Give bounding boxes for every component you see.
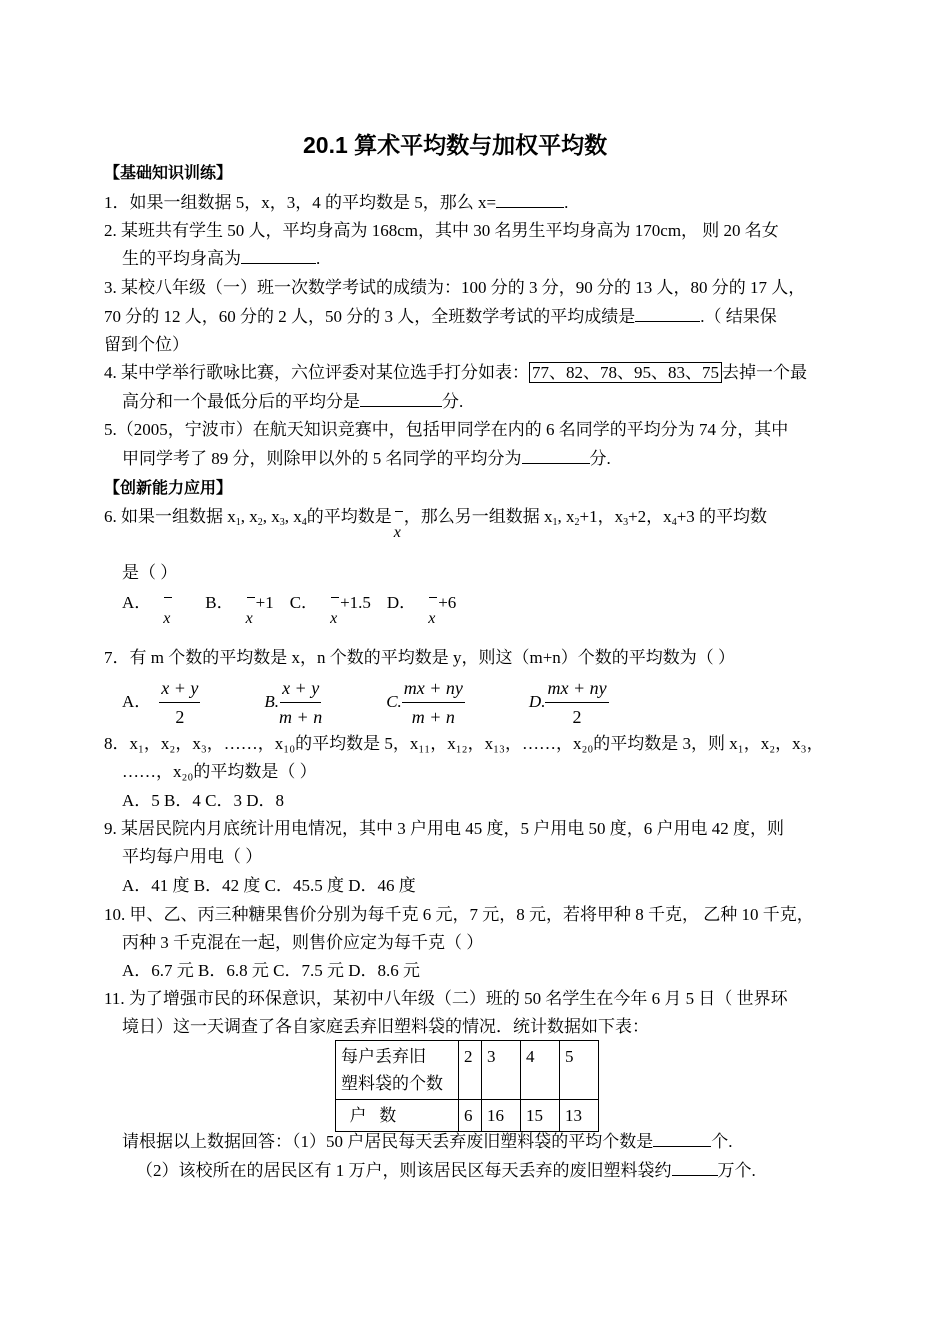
subscript: 3: [279, 517, 285, 528]
q6-text-c: ，那么另一组数据 x: [403, 507, 553, 526]
fraction-a: $\frac{x + y}{2}$: [161, 677, 199, 727]
fraction-d: $\frac{mx + ny}{2}$: [547, 677, 607, 727]
answer-blank[interactable]: [241, 248, 316, 264]
option-a-label[interactable]: A．: [122, 593, 152, 612]
question-10-line-1: 10. 甲、乙、丙三种糖果售价分别为每千克 6 元，7 元，8 元，若将甲种 8 千克， 乙种 10 千克，: [104, 905, 814, 924]
question-2-line-2: [122, 248, 320, 270]
question-7-line-1: 7．有 m 个数的平均数是 x，n 个数的平均数是 y，则这（m+n）个数的平均数为（ ）: [104, 648, 736, 667]
question-4-post: 去掉一个最: [722, 363, 807, 382]
question-3-line-1: 3. 某校八年级（一）班一次数学考试的成绩为：100 分的 3 分，90 分的 13 人，80 分的 17 人，: [104, 278, 806, 297]
question-5-line-2: [122, 448, 611, 470]
q6-text-b: 的平均数是: [306, 507, 392, 526]
question-11-ask-1: [122, 1131, 733, 1153]
option-b-label[interactable]: B.: [264, 692, 280, 711]
table-row-label: 户 数: [336, 1100, 459, 1132]
q11-ask1-text: 请根据以上数据回答：（1）50 户居民每天丢弃废旧塑料袋的平均个数是: [122, 1132, 654, 1151]
question-11-line-2: 境日）这一天调查了各自家庭丢弃旧塑料袋的情况．统计数据如下表：: [122, 1017, 649, 1036]
x-bar-symbol: x: [392, 506, 404, 528]
option-b-label[interactable]: B．: [205, 593, 234, 612]
table-cell: 2: [459, 1041, 482, 1100]
answer-blank[interactable]: [496, 192, 564, 208]
question-5-line-1: 5.（2005，宁波市）在航天知识竞赛中，包括甲同学在内的 6 名同学的平均分为 74 分，其中: [104, 420, 789, 439]
question-11-line-1: 11. 为了增强市民的环保意识，某初中八年级（二）班的 50 名学生在今年 6 月 5 日（ 世界环: [104, 989, 788, 1008]
answer-blank[interactable]: [653, 1131, 711, 1147]
section-heading-innovation: 【创新能力应用】: [104, 478, 233, 497]
fraction-c: $\frac{mx + ny}{m + n}$: [403, 677, 463, 727]
question-3-line-3: 留到个位）: [104, 335, 189, 354]
table-cell: 16: [482, 1100, 521, 1132]
question-9-line-1: 9. 某居民院内月底统计用电情况，其中 3 户用电 45 度，5 户用电 50 度，6 户用电 42 度，则: [104, 819, 784, 838]
answer-blank[interactable]: [672, 1160, 718, 1176]
x-bar-symbol: x: [328, 592, 340, 614]
question-3-end: .（ 结果保: [700, 307, 777, 326]
option-d-label[interactable]: D.: [528, 692, 546, 711]
table-header-cell: 每户丢弃旧 塑料袋的个数: [336, 1041, 459, 1100]
survey-table: [335, 1040, 599, 1132]
question-4-end: 分.: [442, 392, 464, 411]
question-8-line-1: 8．x₁，x₂，x₃，……，x₁₀的平均数是 5，x₁₁，x₁₂，x₁₃，……，x₂₀的平均数是 3，则 x₁，x₂，x₃，: [104, 734, 824, 753]
question-2-line-1: 2. 某班共有学生 50 人，平均身高为 168cm，其中 30 名男生平均身高为 170cm， 则 20 名女: [104, 221, 779, 240]
table-cell: 15: [521, 1100, 560, 1132]
answer-blank[interactable]: [360, 391, 442, 407]
question-9-options[interactable]: A．41 度 B．42 度 C．45.5 度 D．46 度: [122, 876, 416, 895]
question-6-line-1: 6. 如果一组数据 $x_1$, $x_2$, $x_3$, $x_4$的平均数是 x ，那么另一组数据 $x_1$, $x_2+1$，$x_3+2$，$x_4+3$ 的平均数: [104, 507, 768, 541]
option-a-label[interactable]: A．: [122, 692, 152, 711]
question-7-options: [122, 676, 609, 728]
question-6-options: [122, 592, 457, 627]
question-3-line-2: [104, 306, 777, 328]
question-6-line-2: 是（ ）: [122, 563, 178, 582]
question-4-line-2: [122, 391, 463, 413]
option-d-value: +6: [438, 593, 457, 612]
question-3-text: 70 分的 12 人，60 分的 2 人，50 分的 3 人，全班数学考试的平均成绩是: [104, 307, 636, 326]
question-8-line-2: ……，x₂₀的平均数是（ ）: [122, 762, 317, 781]
question-1: [104, 192, 568, 214]
answer-blank[interactable]: [635, 306, 700, 322]
q11-ask2-end: 万个.: [717, 1161, 756, 1180]
question-5-text: 甲同学考了 89 分，则除甲以外的 5 名同学的平均分为: [122, 449, 522, 468]
question-1-end: .: [564, 193, 569, 212]
question-10-options[interactable]: A．6.7 元 B．6.8 元 C．7.5 元 D．8.6 元: [122, 961, 420, 980]
question-11-ask-2: [136, 1160, 756, 1182]
q6-text-d: 的平均数: [699, 507, 768, 526]
score-box: 77、82、78、95、83、75: [529, 362, 722, 383]
question-9-line-2: 平均每户用电（ ）: [122, 847, 263, 866]
table-cell: 4: [521, 1041, 560, 1100]
option-c-value: +1.5: [340, 593, 371, 612]
question-2-text: 生的平均身高为: [122, 249, 241, 268]
table-row: [336, 1041, 599, 1100]
x-bar-symbol: x: [426, 592, 438, 614]
subscript: 1: [235, 517, 241, 528]
table-cell: 6: [459, 1100, 482, 1132]
subscript: 2: [257, 517, 263, 528]
subscript: 4: [301, 517, 307, 528]
q11-ask2-text: （2）该校所在的居民区有 1 万户，则该居民区每天丢弃的废旧塑料袋约: [136, 1161, 672, 1180]
table-cell: 3: [482, 1041, 521, 1100]
option-c-label[interactable]: C．: [289, 593, 319, 612]
table-cell: 13: [560, 1100, 599, 1132]
question-4-text-2: 高分和一个最低分后的平均分是: [122, 392, 360, 411]
question-10-line-2: 丙种 3 千克混在一起，则售价应定为每千克（ ）: [122, 933, 484, 952]
fraction-b: $\frac{x + y}{m + n}$: [279, 677, 323, 727]
option-b-value: +1: [255, 593, 274, 612]
section-heading-basic: 【基础知识训练】: [104, 163, 233, 182]
table-row: [336, 1100, 599, 1132]
q6-text-a: 6. 如果一组数据 x: [104, 507, 236, 526]
question-4-text: 4. 某中学举行歌咏比赛，六位评委对某位选手打分如表：: [104, 363, 529, 382]
answer-blank[interactable]: [522, 448, 590, 464]
option-c-label[interactable]: C.: [386, 692, 402, 711]
question-4-line-1: [104, 362, 807, 384]
x-bar-symbol: x: [244, 592, 256, 614]
x-bar-symbol: x: [161, 592, 173, 614]
question-2-end: .: [316, 249, 321, 268]
q11-ask1-end: 个.: [711, 1132, 733, 1151]
question-8-options[interactable]: A．5 B．4 C．3 D．8: [122, 791, 284, 810]
question-5-end: 分.: [589, 449, 611, 468]
page-title: 20.1 算术平均数与加权平均数: [303, 132, 608, 158]
table-cell: 5: [560, 1041, 599, 1100]
option-d-label[interactable]: D．: [386, 593, 417, 612]
question-1-text: 1．如果一组数据 5，x，3，4 的平均数是 5，那么 x=: [104, 193, 497, 212]
